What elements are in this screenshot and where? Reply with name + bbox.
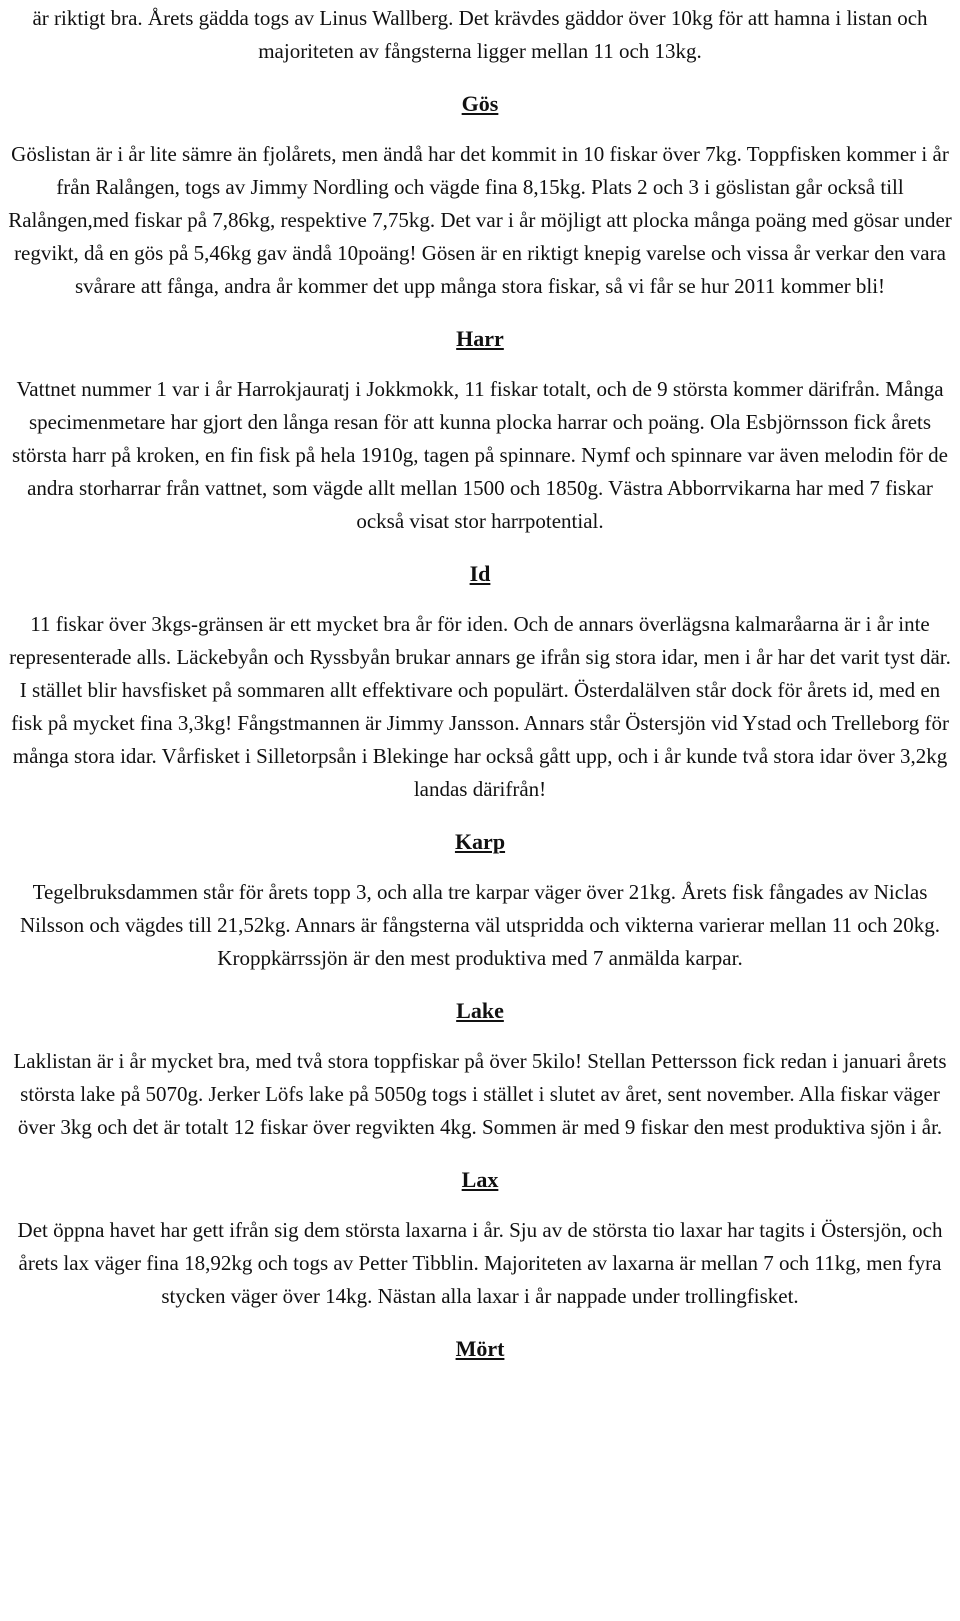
section-text-lake: Laklistan är i år mycket bra, med två stora toppfiskar på över 5kilo! Stellan Pettersson fick redan i januari årets största lake på 5070g. Jerker Löfs lake på 5050g togs i stället i slutet av året, sent november. Alla fiskar väger över 3kg och det är totalt 12 fiskar över regvikten 4kg. Sommen är med 9 fiskar den mest produktiva sjön i år. bbox=[13, 1049, 947, 1139]
section-text-harr: Vattnet nummer 1 var i år Harrokjauratj i Jokkmokk, 11 fiskar totalt, och de 9 största kommer därifrån. Många specimenmetare har gjort den långa resan för att kunna plocka harrar och poäng. Ola Esbjörnsson fick årets största harr på kroken, en fin fisk på hela 1910g, tagen på spinnare. Nymf och spinnare var även melodin för de andra storharrar från vattnet, som vägde allt mellan 1500 och 1850g. Västra Abborrvikarna har med 7 fiskar också visat stor harrpotential. bbox=[12, 377, 948, 533]
section-heading-gos: Gös bbox=[461, 91, 499, 116]
section-text-lax: Det öppna havet har gett ifrån sig dem största laxarna i år. Sju av de största tio laxar har tagits i Östersjön, och årets lax väger fina 18,92kg och togs av Petter Tibblin. Majoriteten av laxarna är mellan 7 och 11kg, men fyra stycken väger över 14kg. Nästan alla laxar i år nappade under trollingfisket. bbox=[17, 1218, 943, 1308]
section-heading-karp: Karp bbox=[454, 829, 506, 854]
section-text-id: 11 fiskar över 3kgs-gränsen är ett mycket bra år för iden. Och de annars överlägsna kalmaråarna är i år inte representerade alls. Läckebyån och Ryssbyån brukar annars ge ifrån sig stora idar, men i år har det varit tyst där. I stället blir havsfisket på sommaren allt effektivare och populärt. Österdalälven står dock för årets id, med en fisk på mycket fina 3,3kg! Fångstmannen är Jimmy Jansson. Annars står Östersjön vid Ystad och Trelleborg för många stora idar. Vårfisket i Silletorpsån i Blekinge har också gått upp, och i år kunde två stora idar över 3,2kg landas därifrån! bbox=[9, 612, 951, 801]
intro-paragraph: är riktigt bra. Årets gädda togs av Linus Wallberg. Det krävdes gäddor över 10kg för att hamna i listan och majoriteten av fångsterna ligger mellan 11 och 13kg. bbox=[32, 6, 928, 63]
section-text-karp: Tegelbruksdammen står för årets topp 3, och alla tre karpar väger över 21kg. Årets fisk fångades av Niclas Nilsson och vägdes till 21,52kg. Annars är fångsterna väl utspridda och vikterna varierar mellan 11 och 20kg. Kroppkärrssjön är den mest produktiva med 7 anmälda karpar. bbox=[19, 880, 941, 970]
section-heading-harr: Harr bbox=[456, 326, 504, 351]
section-heading-id: Id bbox=[469, 561, 491, 586]
document-page bbox=[0, 2, 960, 1365]
section-heading-mort: Mört bbox=[455, 1336, 505, 1361]
section-text-gos: Göslistan är i år lite sämre än fjolårets, men ändå har det kommit in 10 fiskar över 7kg. Toppfisken kommer i år från Ralången, togs av Jimmy Nordling och vägde fina 8,15kg. Plats 2 och 3 i göslistan går också till Ralången,med fiskar på 7,86kg, respektive 7,75kg. Det var i år möjligt att plocka många poäng med gösar under regvikt, då en gös på 5,46kg gav ändå 10poäng! Gösen är en riktigt knepig varelse och vissa år verkar den vara svårare att fånga, andra år kommer det upp många stora fiskar, så vi får se hur 2011 kommer bli! bbox=[8, 142, 952, 298]
section-heading-lax: Lax bbox=[461, 1167, 499, 1192]
section-heading-lake: Lake bbox=[456, 998, 504, 1023]
